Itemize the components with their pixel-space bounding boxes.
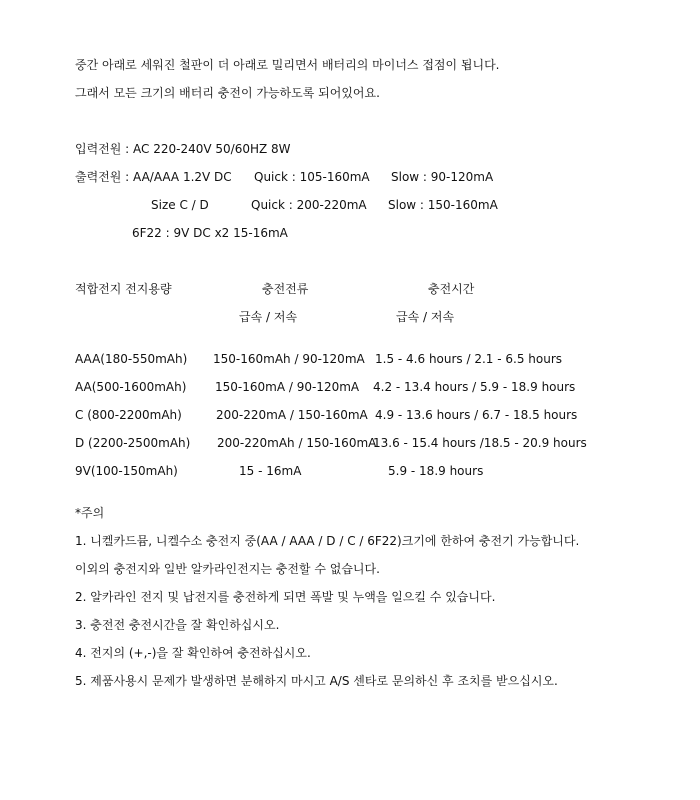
row-battery: 9V(100-150mAh) [75, 464, 178, 478]
input-power-spec: 입력전원 : AC 220-240V 50/60HZ 8W [75, 142, 291, 156]
row-current: 200-220mA / 150-160mA [216, 408, 368, 422]
row-time: 13.6 - 15.4 hours /18.5 - 20.9 hours [373, 436, 587, 450]
row-current: 150-160mAh / 90-120mA [213, 352, 365, 366]
row-current: 150-160mA / 90-120mA [215, 380, 360, 394]
header-time: 충전시간 [428, 282, 475, 296]
row-time: 4.9 - 13.6 hours / 6.7 - 18.5 hours [375, 408, 578, 422]
cd-slow-spec: Slow : 150-160mA [388, 198, 498, 212]
header-capacity: 적합전지 전지용량 [75, 282, 172, 296]
6f22-spec: 6F22 : 9V DC x2 15-16mA [132, 226, 288, 240]
row-time: 5.9 - 18.9 hours [388, 464, 484, 478]
intro-line-1: 중간 아래로 세워진 철판이 더 아래로 밀리면서 배터리의 마이너스 접점이 됩니다. [75, 58, 500, 72]
row-current: 15 - 16mA [239, 464, 302, 478]
cd-quick-spec: Quick : 200-220mA [251, 198, 367, 212]
cd-size-label: Size C / D [151, 198, 209, 212]
row-time: 1.5 - 4.6 hours / 2.1 - 6.5 hours [375, 352, 563, 366]
row-battery: AAA(180-550mAh) [75, 352, 188, 366]
row-time: 4.2 - 13.4 hours / 5.9 - 18.9 hours [373, 380, 576, 394]
note-item: 1. 니켈카드뮴, 니켈수소 충전지 중(AA / AAA / D / C / 6F22)크기에 한하여 충전기 가능합니다. [75, 534, 580, 548]
aa-quick-spec: Quick : 105-160mA [254, 170, 370, 184]
notes-title: *주의 [75, 506, 105, 520]
subheader-current: 급속 / 저속 [239, 310, 298, 324]
header-current: 충전전류 [262, 282, 309, 296]
note-item: 2. 알카라인 전지 및 납전지를 충전하게 되면 폭발 및 누액을 일으킬 수 있습니다. [75, 590, 496, 604]
intro-line-2: 그래서 모든 크기의 배터리 충전이 가능하도록 되어있어요. [75, 86, 380, 100]
row-battery: AA(500-1600mAh) [75, 380, 187, 394]
note-item: 5. 제품사용시 문제가 발생하면 분해하지 마시고 A/S 센타로 문의하신 후 조치를 받으십시오. [75, 674, 558, 688]
subheader-time: 급속 / 저속 [396, 310, 455, 324]
row-current: 200-220mAh / 150-160mA [217, 436, 377, 450]
output-power-spec: 출력전원 : AA/AAA 1.2V DC [75, 170, 232, 184]
note-item: 이외의 충전지와 일반 알카라인전지는 충전할 수 없습니다. [75, 562, 380, 576]
row-battery: D (2200-2500mAh) [75, 436, 191, 450]
note-item: 3. 충전전 충전시간을 잘 확인하십시오. [75, 618, 280, 632]
aa-slow-spec: Slow : 90-120mA [391, 170, 494, 184]
note-item: 4. 전지의 (+,-)을 잘 확인하여 충전하십시오. [75, 646, 311, 660]
row-battery: C (800-2200mAh) [75, 408, 182, 422]
